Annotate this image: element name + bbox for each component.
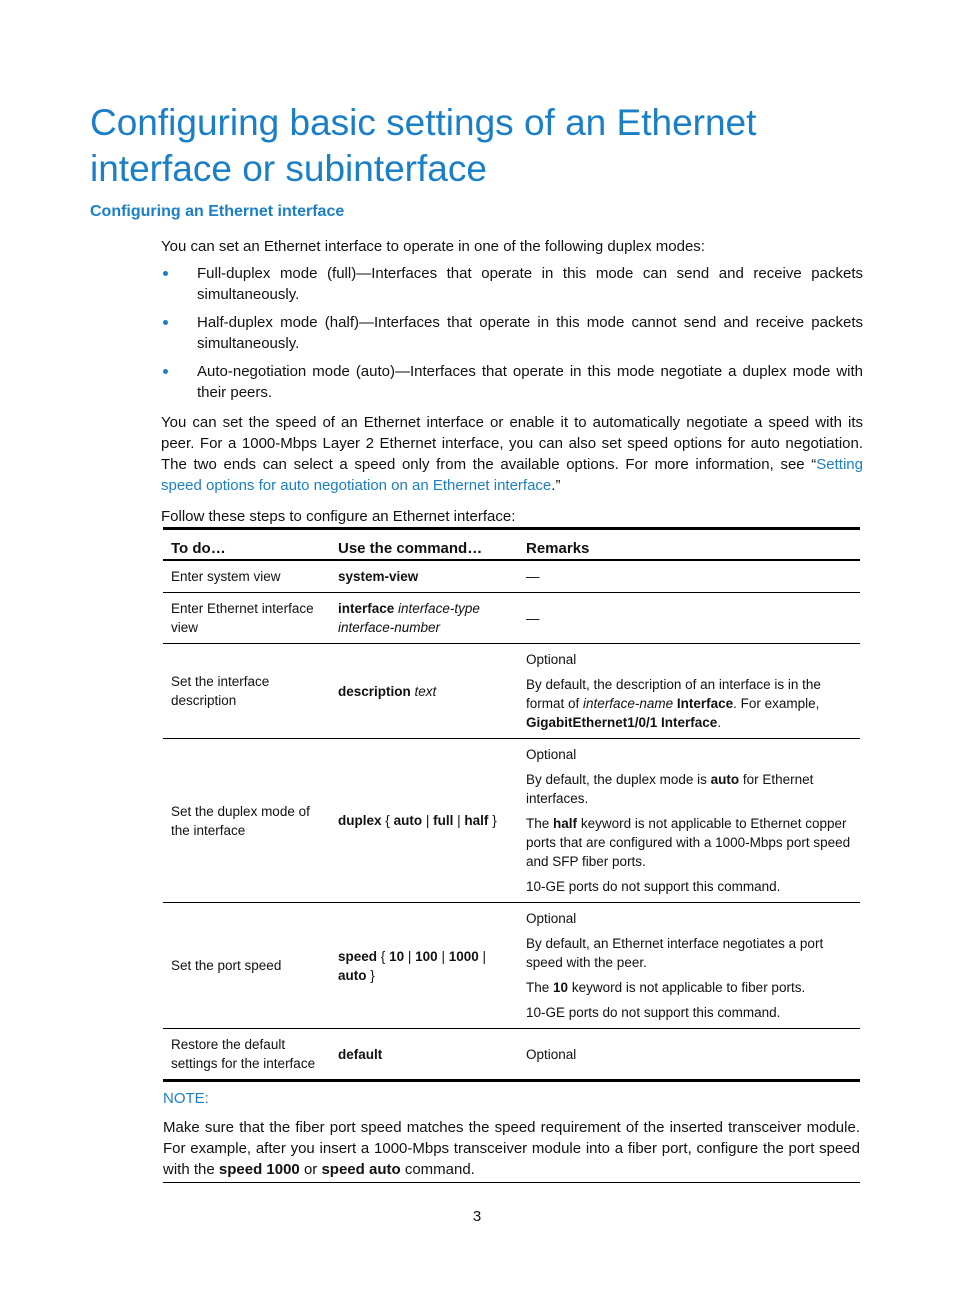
list-item: Half-duplex mode (half)—Interfaces that operate in this mode cannot send and receive packets simultaneously. [161, 312, 863, 354]
header-command: Use the command… [330, 529, 518, 561]
header-todo: To do… [163, 529, 330, 561]
duplex-mode-list [161, 263, 863, 410]
table-header-row [163, 529, 860, 561]
remarks-cell: — [518, 593, 860, 644]
remarks-cell: Optional By default, the description of an interface is in the format of interface-name Interface. For example, GigabitEthernet1/0/1 Interface. [518, 644, 860, 739]
command-cell: speed { 10 | 100 | 1000 | auto } [330, 903, 518, 1029]
speed-paragraph: You can set the speed of an Ethernet interface or enable it to automatically negotiate a speed with its peer. For a 1000-Mbps Layer 2 Ethernet interface, you can also set speed options for auto negotiation. The two ends can select a speed only from the available options. For more information, see “Setting speed options for auto negotiation on an Ethernet interface.” [161, 414, 863, 494]
note-label: NOTE: [163, 1090, 209, 1107]
remarks-cell: Optional [518, 1029, 860, 1081]
list-item: Full-duplex mode (full)—Interfaces that operate in this mode can send and receive packets simultaneously. [161, 263, 863, 305]
command-cell: interface interface-type interface-number [330, 593, 518, 644]
bullet-icon [163, 271, 168, 276]
intro-paragraph: You can set an Ethernet interface to operate in one of the following duplex modes: [161, 238, 705, 255]
command-table [163, 527, 860, 1082]
page-title: Configuring basic settings of an Ethernet interface or subinterface [90, 102, 757, 189]
page-number: 3 [472, 1208, 482, 1225]
todo-cell: Enter Ethernet interface view [163, 593, 330, 644]
command-cell: duplex { auto | full | half } [330, 739, 518, 903]
command-cell: description text [330, 644, 518, 739]
table-row [163, 560, 860, 593]
remarks-cell: Optional By default, an Ethernet interface negotiates a port speed with the peer. The 10 keyword is not applicable to fiber ports. 10-GE ports do not support this command. [518, 903, 860, 1029]
table-row [163, 593, 860, 644]
note-box [163, 1081, 860, 1183]
list-item: Auto-negotiation mode (auto)—Interfaces that operate in this mode negotiate a duplex mode with their peers. [161, 361, 863, 403]
remarks-cell: Optional By default, the duplex mode is auto for Ethernet interfaces. The half keyword is not applicable to Ethernet copper ports that are configured with a 1000-Mbps port speed and SFP fiber ports. 10-GE ports do not support this command. [518, 739, 860, 903]
todo-cell: Set the duplex mode of the interface [163, 739, 330, 903]
table-row [163, 1029, 860, 1081]
todo-cell: Set the interface description [163, 644, 330, 739]
cross-reference-link[interactable]: Setting speed options for auto negotiation on an Ethernet interface [161, 456, 863, 494]
table-row [163, 644, 860, 739]
todo-cell: Enter system view [163, 560, 330, 593]
command-cell: system-view [330, 560, 518, 593]
bullet-icon [163, 320, 168, 325]
table-row [163, 903, 860, 1029]
section-subtitle: Configuring an Ethernet interface [90, 203, 345, 220]
remarks-cell: — [518, 560, 860, 593]
note-text: Make sure that the fiber port speed matches the speed requirement of the inserted transceiver module. For example, after you insert a 1000-Mbps transceiver module into a fiber port, configure the port speed with the speed 1000 or speed auto command. [163, 1119, 860, 1178]
command-cell: default [330, 1029, 518, 1081]
table-row [163, 739, 860, 903]
bullet-icon [163, 369, 168, 374]
todo-cell: Set the port speed [163, 903, 330, 1029]
todo-cell: Restore the default settings for the interface [163, 1029, 330, 1081]
follow-steps-text: Follow these steps to configure an Ethernet interface: [161, 508, 516, 525]
header-remarks: Remarks [518, 529, 860, 561]
